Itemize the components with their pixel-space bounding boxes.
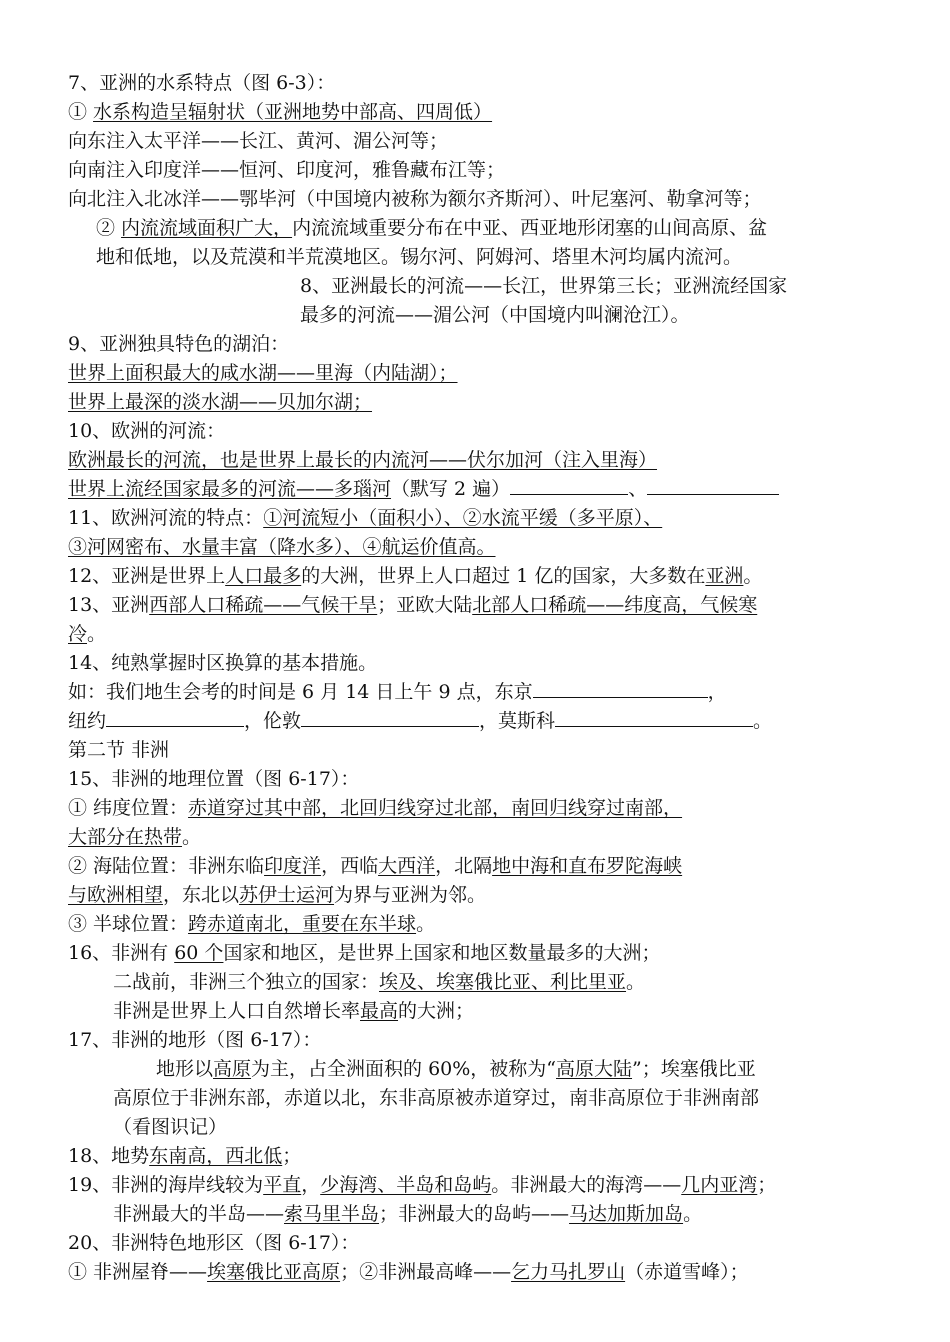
text-line <box>68 331 289 357</box>
text-segment: 。 <box>87 623 107 645</box>
text-line <box>68 563 762 589</box>
text-segment: 地形以 <box>156 1058 214 1080</box>
underlined-answer: 马达加斯加岛 <box>569 1203 684 1225</box>
text-segment: 的大洲，世界上人口超过 1 亿的国家，大多数在 <box>301 565 706 587</box>
underlined-answer: 大部分在热带 <box>68 826 183 848</box>
text-line <box>300 302 690 328</box>
text-segment: 、 <box>628 478 648 500</box>
text-segment: 。非洲最大的海湾—— <box>491 1174 682 1196</box>
underlined-answer: 地中海和直布罗陀海峡 <box>492 855 683 877</box>
text-segment: 11、欧洲河流的特点： <box>68 507 264 529</box>
text-segment: 向东注入太平洋——长江、黄河、湄公河等； <box>68 130 449 152</box>
text-segment: 14、纯熟掌握时区换算的基本措施。 <box>68 652 378 674</box>
text-segment: ，东北以 <box>163 884 240 906</box>
underlined-answer: 60 个 <box>174 942 224 964</box>
text-segment: 8、亚洲最长的河流——长江，世界第三长；亚洲流经国家 <box>300 275 788 297</box>
underlined-answer: 冷 <box>68 623 88 645</box>
underlined-answer: 高原 <box>213 1058 252 1080</box>
text-segment: ③ 半球位置： <box>68 913 189 935</box>
text-segment: 15、非洲的地理位置（图 6-17）： <box>68 768 360 790</box>
underlined-answer: 人口最多 <box>225 565 302 587</box>
text-segment: 向北注入北冰洋——鄂毕河（中国境内被称为额尔齐斯河）、叶尼塞河、勒拿河等； <box>68 188 762 210</box>
text-segment: ；②非洲最高峰—— <box>340 1261 512 1283</box>
text-line <box>113 1085 759 1111</box>
underlined-answer: 世界上流经国家最多的河流——多瑙河 <box>68 478 392 500</box>
fill-in-blank <box>106 708 244 727</box>
underlined-answer: 水系构造呈辐射状（亚洲地势中部高、四周低） <box>93 101 493 123</box>
underlined-answer: 世界上最深的淡水湖——贝加尔湖； <box>68 391 373 413</box>
text-line <box>68 1027 321 1053</box>
text-line <box>68 1230 359 1256</box>
text-line <box>300 273 787 299</box>
text-segment: 7、亚洲的水系特点（图 6-3）： <box>68 72 336 94</box>
text-line <box>68 795 682 821</box>
text-segment: 12、亚洲是世界上 <box>68 565 226 587</box>
underlined-answer: 世界上面积最大的咸水湖——里海（内陆湖）； <box>68 362 458 384</box>
underlined-answer: 北部人口稀疏——纬度高，气候寒 <box>472 594 758 616</box>
text-line <box>68 737 169 763</box>
text-segment: 。 <box>753 710 773 732</box>
text-segment: ，莫斯科 <box>479 710 556 732</box>
text-segment: ；亚欧大陆 <box>377 594 473 616</box>
text-segment: 9、亚洲独具特色的湖泊： <box>68 333 290 355</box>
text-segment: 最多的河流——湄公河（中国境内叫澜沧江）。 <box>300 304 690 326</box>
text-line <box>113 1201 702 1227</box>
text-segment: 20、非洲特色地形区（图 6-17）： <box>68 1232 360 1254</box>
text-line <box>68 70 335 96</box>
text-segment: （看图识记） <box>113 1116 228 1138</box>
text-segment: 18、地势 <box>68 1145 150 1167</box>
underlined-answer: 少海湾、半岛和岛屿 <box>320 1174 492 1196</box>
fill-in-blank <box>301 708 479 727</box>
text-line <box>68 1259 749 1285</box>
text-segment: 纽约 <box>68 710 107 732</box>
text-line <box>68 853 682 879</box>
underlined-answer: 内流流域面积广大， <box>121 217 293 239</box>
text-segment: 地和低地，以及荒漠和半荒漠地区。锡尔河、阿姆河、塔里木河均属内流河。 <box>96 246 743 268</box>
text-line <box>68 650 377 676</box>
text-segment: ”；埃塞俄比亚 <box>632 1058 756 1080</box>
underlined-answer: 东南高，西北低 <box>149 1145 283 1167</box>
text-line <box>113 1114 227 1140</box>
underlined-answer: 跨赤道南北，重要在东半球 <box>188 913 417 935</box>
text-segment: ① 非洲屋脊—— <box>68 1261 208 1283</box>
underlined-answer: 苏伊士运河 <box>239 884 335 906</box>
text-line <box>96 244 742 270</box>
text-line <box>68 911 435 937</box>
text-segment: ② <box>96 217 122 239</box>
text-segment: 的大洲； <box>398 1000 475 1022</box>
underlined-answer: ③河网密布、水量丰富（降水多）、④航运价值高。 <box>68 536 496 558</box>
fill-in-blank <box>647 476 779 495</box>
text-segment: 。 <box>626 971 646 993</box>
text-segment: ② 海陆位置：非洲东临 <box>68 855 265 877</box>
underlined-answer: 几内亚湾 <box>681 1174 758 1196</box>
text-line <box>68 128 448 154</box>
text-line <box>68 447 657 473</box>
text-segment: 非洲最大的半岛—— <box>113 1203 285 1225</box>
text-line <box>113 969 645 995</box>
text-line <box>113 998 474 1024</box>
underlined-answer: 西部人口稀疏——气候干旱 <box>149 594 378 616</box>
text-segment: 17、非洲的地形（图 6-17）： <box>68 1029 322 1051</box>
text-segment: ① <box>68 101 94 123</box>
text-segment: ； <box>282 1145 302 1167</box>
fill-in-blank <box>555 708 753 727</box>
text-segment: 10、欧洲的河流： <box>68 420 226 442</box>
text-segment: 19、非洲的海岸线较为 <box>68 1174 264 1196</box>
text-segment: 非洲是世界上人口自然增长率 <box>113 1000 361 1022</box>
underlined-answer: 亚洲 <box>705 565 744 587</box>
text-segment: 二战前，非洲三个独立的国家： <box>113 971 380 993</box>
text-segment: 16、非洲有 <box>68 942 175 964</box>
underlined-answer: 印度洋 <box>264 855 322 877</box>
text-segment: 国家和地区，是世界上国家和地区数量最多的大洲； <box>223 942 661 964</box>
text-line <box>68 360 458 386</box>
text-line <box>68 99 492 125</box>
text-segment: ，西临 <box>321 855 379 877</box>
text-segment: 高原位于非洲东部，赤道以北，东非高原被赤道穿过，南非高原位于非洲南部 <box>113 1087 760 1109</box>
underlined-answer: 埃及、埃塞俄比亚、利比里亚 <box>379 971 627 993</box>
text-line <box>68 679 727 705</box>
text-segment: 。 <box>182 826 202 848</box>
underlined-answer: 索马里半岛 <box>284 1203 380 1225</box>
text-line <box>68 940 660 966</box>
text-line <box>68 621 106 647</box>
text-segment: ，伦敦 <box>244 710 302 732</box>
text-segment: ；非洲最大的岛屿—— <box>379 1203 570 1225</box>
text-line <box>68 1143 301 1169</box>
text-line <box>68 1172 776 1198</box>
text-segment: 。 <box>743 565 763 587</box>
text-segment: 内流流域重要分布在中亚、西亚地形闭塞的山间高原、盆 <box>292 217 768 239</box>
text-segment: 。 <box>683 1203 703 1225</box>
text-segment: ① 纬度位置： <box>68 797 189 819</box>
underlined-answer: 大西洋 <box>378 855 436 877</box>
text-segment: （赤道雪峰）； <box>625 1261 749 1283</box>
fill-in-blank <box>533 679 708 698</box>
text-line <box>68 766 359 792</box>
text-line <box>68 389 372 415</box>
underlined-answer: 赤道穿过其中部，北回归线穿过北部，南回归线穿过南部， <box>188 797 683 819</box>
text-line <box>156 1056 756 1082</box>
underlined-answer: 高原大陆 <box>556 1058 633 1080</box>
text-segment: 为主，占全洲面积的 60%，被称为“ <box>251 1058 557 1080</box>
text-segment: 13、亚洲 <box>68 594 150 616</box>
text-line <box>68 418 225 444</box>
text-line <box>68 505 662 531</box>
text-segment: 。 <box>416 913 436 935</box>
text-line <box>68 824 201 850</box>
text-line <box>68 708 772 734</box>
text-line <box>68 476 779 502</box>
text-line <box>68 592 757 618</box>
text-line <box>68 534 496 560</box>
text-line <box>68 186 762 212</box>
text-segment: 如：我们地生会考的时间是 6 月 14 日上午 9 点，东京 <box>68 681 533 703</box>
text-segment: ； <box>757 1174 777 1196</box>
underlined-answer: 与欧洲相望 <box>68 884 164 906</box>
fill-in-blank <box>510 476 628 495</box>
text-line <box>68 157 505 183</box>
underlined-answer: 乞力马扎罗山 <box>511 1261 626 1283</box>
underlined-answer: 欧洲最长的河流，也是世界上最长的内流河——伏尔加河（注入里海） <box>68 449 658 471</box>
underlined-answer: 平直 <box>263 1174 302 1196</box>
text-line <box>96 215 767 241</box>
underlined-answer: ①河流短小（面积小）、②水流平缓（多平原）、 <box>263 507 663 529</box>
text-segment: 向南注入印度洋——恒河、印度河，雅鲁藏布江等； <box>68 159 506 181</box>
underlined-answer: 埃塞俄比亚高原 <box>207 1261 341 1283</box>
text-segment: 为界与亚洲为邻。 <box>334 884 487 906</box>
text-segment: （默写 2 遍） <box>391 478 511 500</box>
underlined-answer: 最高 <box>360 1000 399 1022</box>
text-line <box>68 882 486 908</box>
text-segment: ， <box>707 681 727 703</box>
text-segment: 第二节 非洲 <box>68 739 170 761</box>
text-segment: ， <box>301 1174 321 1196</box>
text-segment: ，北隔 <box>435 855 493 877</box>
